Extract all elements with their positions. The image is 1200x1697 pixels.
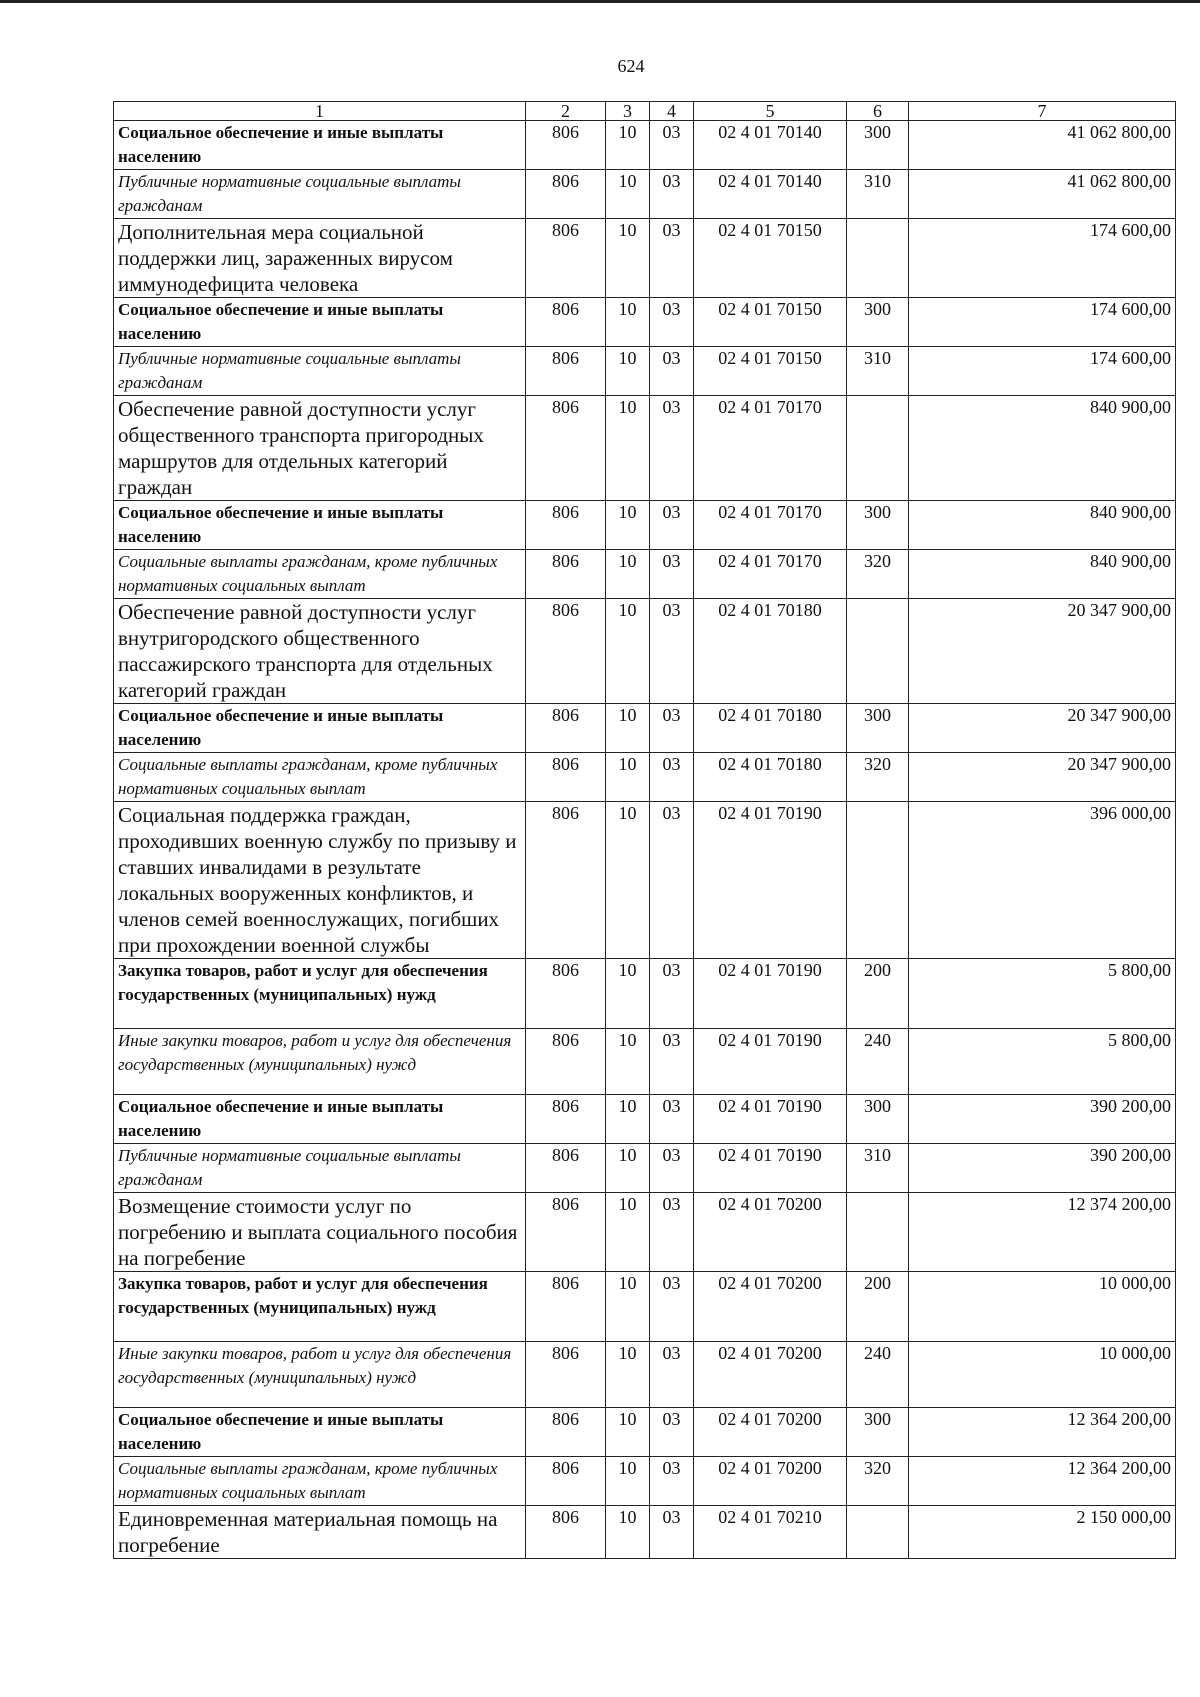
column-header: 7: [909, 102, 1176, 121]
subsection-code: 03: [650, 1272, 694, 1342]
target-article-code: 02 4 01 70200: [694, 1272, 847, 1342]
row-name: Возмещение стоимости услуг по погребению и выплата социального пособия на погребение: [114, 1193, 526, 1272]
target-article-code: 02 4 01 70180: [694, 753, 847, 802]
table-row: [114, 219, 1176, 298]
target-article-code: 02 4 01 70170: [694, 501, 847, 550]
row-name: Закупка товаров, работ и услуг для обеспечения государственных (муниципальных) нужд: [114, 959, 526, 1029]
section-code: 10: [606, 1272, 650, 1342]
section-code: 10: [606, 802, 650, 959]
expense-type-code: 320: [847, 550, 909, 599]
section-code: 10: [606, 396, 650, 501]
target-article-code: 02 4 01 70190: [694, 802, 847, 959]
row-name: Единовременная материальная помощь на погребение: [114, 1506, 526, 1559]
table-row: [114, 1095, 1176, 1144]
table-row: [114, 802, 1176, 959]
table-row: [114, 170, 1176, 219]
ministry-code: 806: [526, 1095, 606, 1144]
table-row: [114, 599, 1176, 704]
subsection-code: 03: [650, 704, 694, 753]
scan-top-edge: [0, 0, 1200, 3]
section-code: 10: [606, 1095, 650, 1144]
target-article-code: 02 4 01 70170: [694, 396, 847, 501]
expense-type-code: 240: [847, 1029, 909, 1095]
expense-type-code: 320: [847, 753, 909, 802]
row-name: Иные закупки товаров, работ и услуг для обеспечения государственных (муниципальных) нужд: [114, 1342, 526, 1408]
table-row: [114, 1457, 1176, 1506]
subsection-code: 03: [650, 396, 694, 501]
table-row: [114, 501, 1176, 550]
row-name: Публичные нормативные социальные выплаты гражданам: [114, 170, 526, 219]
expense-type-code: 200: [847, 959, 909, 1029]
amount: 10 000,00: [909, 1272, 1176, 1342]
subsection-code: 03: [650, 753, 694, 802]
column-header: 1: [114, 102, 526, 121]
subsection-code: 03: [650, 298, 694, 347]
expense-type-code: [847, 802, 909, 959]
page-number: 624: [617, 56, 645, 76]
section-code: 10: [606, 550, 650, 599]
target-article-code: 02 4 01 70140: [694, 121, 847, 170]
row-name: Социальные выплаты гражданам, кроме публичных нормативных социальных выплат: [114, 753, 526, 802]
target-article-code: 02 4 01 70180: [694, 599, 847, 704]
section-code: 10: [606, 1457, 650, 1506]
expense-type-code: 300: [847, 1408, 909, 1457]
section-code: 10: [606, 704, 650, 753]
table-row: [114, 1029, 1176, 1095]
target-article-code: 02 4 01 70200: [694, 1193, 847, 1272]
subsection-code: 03: [650, 959, 694, 1029]
target-article-code: 02 4 01 70190: [694, 1095, 847, 1144]
row-name: Социальное обеспечение и иные выплаты населению: [114, 1095, 526, 1144]
section-code: 10: [606, 501, 650, 550]
table-body: [114, 121, 1176, 1559]
amount: 174 600,00: [909, 219, 1176, 298]
subsection-code: 03: [650, 1144, 694, 1193]
row-name: Публичные нормативные социальные выплаты гражданам: [114, 347, 526, 396]
target-article-code: 02 4 01 70200: [694, 1342, 847, 1408]
expense-type-code: 300: [847, 704, 909, 753]
ministry-code: 806: [526, 396, 606, 501]
table-row: [114, 121, 1176, 170]
subsection-code: 03: [650, 1506, 694, 1559]
table-row: [114, 550, 1176, 599]
section-code: 10: [606, 1029, 650, 1095]
ministry-code: 806: [526, 599, 606, 704]
table-row: [114, 1144, 1176, 1193]
row-name: Социальная поддержка граждан, проходивших военную службу по призыву и ставших инвалидами в результате локальных вооруженных конфликтов, и членов семей военнослужащих, погибших при прохождении военной службы: [114, 802, 526, 959]
row-name: Социальные выплаты гражданам, кроме публичных нормативных социальных выплат: [114, 1457, 526, 1506]
section-code: 10: [606, 1193, 650, 1272]
ministry-code: 806: [526, 753, 606, 802]
target-article-code: 02 4 01 70180: [694, 704, 847, 753]
target-article-code: 02 4 01 70140: [694, 170, 847, 219]
ministry-code: 806: [526, 170, 606, 219]
expense-type-code: 300: [847, 121, 909, 170]
table-row: [114, 1342, 1176, 1408]
table-row: [114, 396, 1176, 501]
row-name: Закупка товаров, работ и услуг для обеспечения государственных (муниципальных) нужд: [114, 1272, 526, 1342]
subsection-code: 03: [650, 121, 694, 170]
budget-table: [113, 101, 1176, 1559]
expense-type-code: 310: [847, 347, 909, 396]
row-name: Дополнительная мера социальной поддержки лиц, зараженных вирусом иммунодефицита человека: [114, 219, 526, 298]
subsection-code: 03: [650, 347, 694, 396]
expense-type-code: [847, 1506, 909, 1559]
table-row: [114, 298, 1176, 347]
subsection-code: 03: [650, 1408, 694, 1457]
section-code: 10: [606, 753, 650, 802]
table-row: [114, 1408, 1176, 1457]
ministry-code: 806: [526, 1457, 606, 1506]
ministry-code: 806: [526, 501, 606, 550]
expense-type-code: 300: [847, 501, 909, 550]
amount: 396 000,00: [909, 802, 1176, 959]
column-header: 4: [650, 102, 694, 121]
ministry-code: 806: [526, 1272, 606, 1342]
subsection-code: 03: [650, 1029, 694, 1095]
table-row: [114, 959, 1176, 1029]
ministry-code: 806: [526, 1408, 606, 1457]
subsection-code: 03: [650, 219, 694, 298]
ministry-code: 806: [526, 1193, 606, 1272]
amount: 10 000,00: [909, 1342, 1176, 1408]
section-code: 10: [606, 959, 650, 1029]
section-code: 10: [606, 219, 650, 298]
amount: 174 600,00: [909, 347, 1176, 396]
amount: 174 600,00: [909, 298, 1176, 347]
expense-type-code: 310: [847, 170, 909, 219]
table-row: [114, 1272, 1176, 1342]
subsection-code: 03: [650, 1457, 694, 1506]
row-name: Социальное обеспечение и иные выплаты населению: [114, 501, 526, 550]
expense-type-code: 300: [847, 1095, 909, 1144]
section-code: 10: [606, 121, 650, 170]
section-code: 10: [606, 1342, 650, 1408]
amount: 20 347 900,00: [909, 599, 1176, 704]
table-row: [114, 1193, 1176, 1272]
amount: 5 800,00: [909, 1029, 1176, 1095]
expense-type-code: [847, 396, 909, 501]
target-article-code: 02 4 01 70200: [694, 1457, 847, 1506]
expense-type-code: 200: [847, 1272, 909, 1342]
section-code: 10: [606, 298, 650, 347]
subsection-code: 03: [650, 550, 694, 599]
row-name: Социальное обеспечение и иные выплаты населению: [114, 121, 526, 170]
subsection-code: 03: [650, 170, 694, 219]
target-article-code: 02 4 01 70150: [694, 219, 847, 298]
row-name: Обеспечение равной доступности услуг внутригородского общественного пассажирского транспорта для отдельных категорий граждан: [114, 599, 526, 704]
target-article-code: 02 4 01 70190: [694, 959, 847, 1029]
expense-type-code: 240: [847, 1342, 909, 1408]
amount: 2 150 000,00: [909, 1506, 1176, 1559]
target-article-code: 02 4 01 70170: [694, 550, 847, 599]
row-name: Социальное обеспечение и иные выплаты населению: [114, 1408, 526, 1457]
ministry-code: 806: [526, 347, 606, 396]
amount: 840 900,00: [909, 501, 1176, 550]
subsection-code: 03: [650, 802, 694, 959]
target-article-code: 02 4 01 70200: [694, 1408, 847, 1457]
expense-type-code: 320: [847, 1457, 909, 1506]
table-row: [114, 347, 1176, 396]
column-header: 2: [526, 102, 606, 121]
section-code: 10: [606, 347, 650, 396]
amount: 5 800,00: [909, 959, 1176, 1029]
row-name: Социальное обеспечение и иные выплаты населению: [114, 704, 526, 753]
column-header: 5: [694, 102, 847, 121]
ministry-code: 806: [526, 1144, 606, 1193]
ministry-code: 806: [526, 219, 606, 298]
target-article-code: 02 4 01 70210: [694, 1506, 847, 1559]
target-article-code: 02 4 01 70190: [694, 1144, 847, 1193]
ministry-code: 806: [526, 121, 606, 170]
ministry-code: 806: [526, 1342, 606, 1408]
expense-type-code: 300: [847, 298, 909, 347]
ministry-code: 806: [526, 704, 606, 753]
amount: 12 374 200,00: [909, 1193, 1176, 1272]
section-code: 10: [606, 1408, 650, 1457]
amount: 20 347 900,00: [909, 753, 1176, 802]
amount: 41 062 800,00: [909, 121, 1176, 170]
column-header: 3: [606, 102, 650, 121]
row-name: Социальное обеспечение и иные выплаты населению: [114, 298, 526, 347]
table-row: [114, 704, 1176, 753]
ministry-code: 806: [526, 1506, 606, 1559]
expense-type-code: [847, 219, 909, 298]
expense-type-code: [847, 1193, 909, 1272]
row-name: Иные закупки товаров, работ и услуг для обеспечения государственных (муниципальных) нужд: [114, 1029, 526, 1095]
table-row: [114, 1506, 1176, 1559]
column-header: 6: [847, 102, 909, 121]
amount: 390 200,00: [909, 1095, 1176, 1144]
target-article-code: 02 4 01 70150: [694, 347, 847, 396]
expense-type-code: 310: [847, 1144, 909, 1193]
ministry-code: 806: [526, 959, 606, 1029]
ministry-code: 806: [526, 1029, 606, 1095]
section-code: 10: [606, 170, 650, 219]
ministry-code: 806: [526, 550, 606, 599]
amount: 20 347 900,00: [909, 704, 1176, 753]
amount: 840 900,00: [909, 550, 1176, 599]
row-name: Публичные нормативные социальные выплаты гражданам: [114, 1144, 526, 1193]
expense-type-code: [847, 599, 909, 704]
subsection-code: 03: [650, 599, 694, 704]
amount: 12 364 200,00: [909, 1408, 1176, 1457]
amount: 840 900,00: [909, 396, 1176, 501]
subsection-code: 03: [650, 1095, 694, 1144]
ministry-code: 806: [526, 298, 606, 347]
target-article-code: 02 4 01 70190: [694, 1029, 847, 1095]
section-code: 10: [606, 599, 650, 704]
row-name: Обеспечение равной доступности услуг общественного транспорта пригородных маршрутов для отдельных категорий граждан: [114, 396, 526, 501]
ministry-code: 806: [526, 802, 606, 959]
amount: 12 364 200,00: [909, 1457, 1176, 1506]
subsection-code: 03: [650, 1193, 694, 1272]
section-code: 10: [606, 1144, 650, 1193]
amount: 41 062 800,00: [909, 170, 1176, 219]
subsection-code: 03: [650, 1342, 694, 1408]
subsection-code: 03: [650, 501, 694, 550]
table-row: [114, 753, 1176, 802]
target-article-code: 02 4 01 70150: [694, 298, 847, 347]
section-code: 10: [606, 1506, 650, 1559]
amount: 390 200,00: [909, 1144, 1176, 1193]
row-name: Социальные выплаты гражданам, кроме публичных нормативных социальных выплат: [114, 550, 526, 599]
header-row: [114, 102, 1176, 121]
